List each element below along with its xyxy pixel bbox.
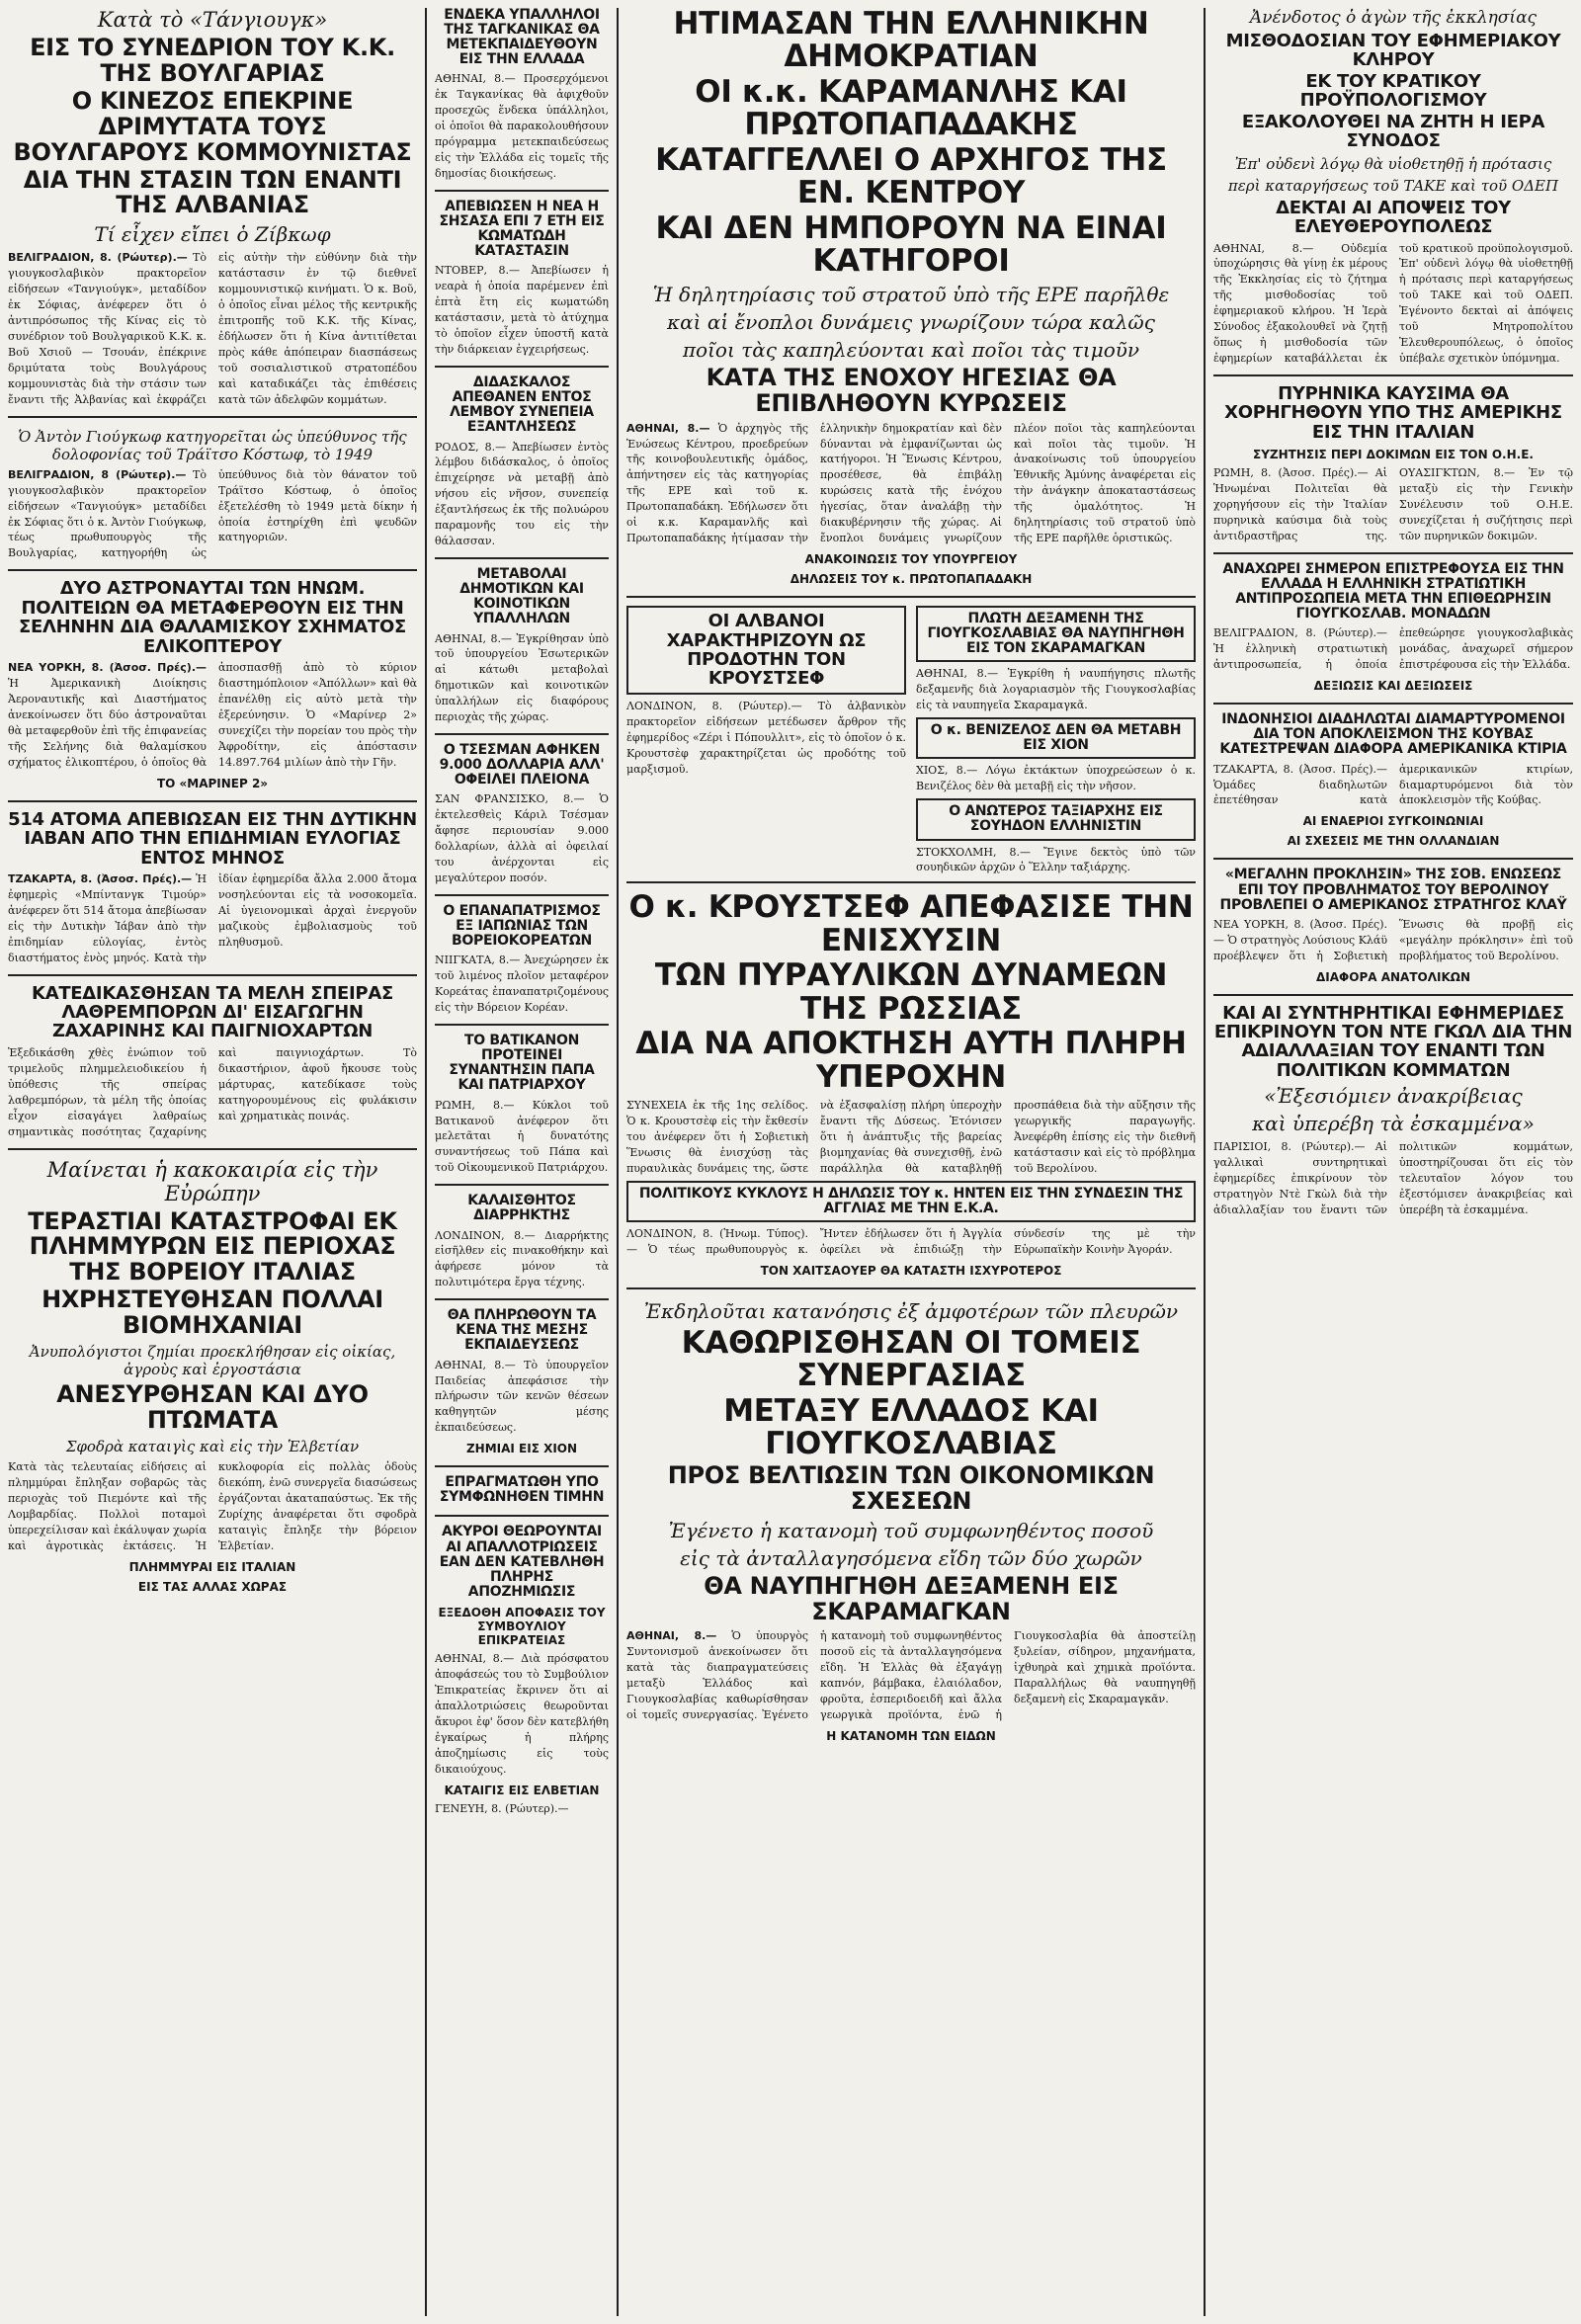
article-text: ΒΕΛΙΓΡΑΔΙΟΝ, 8. (Ρώυτερ).— Ἡ ἑλληνικὴ στρατιωτικὴ ἀντιπροσωπεία, ἡ ὁποία ἐπεθεώρησε γιουγκοσλαβικὰς μονάδας, ἀναχωρεῖ σήμερον ἐπιστρέφουσα εἰς τὴν Ἑλλάδα. (1213, 626, 1573, 672)
subheading: ΔΗΛΩΣΕΙΣ ΤΟΥ κ. ΠΡΩΤΟΠΑΠΑΔΑΚΗ (790, 572, 1033, 587)
dateline: ΝΕΑ ΥΟΡΚΗ, 8. (Ἀσοσ. Πρές).— (8, 661, 207, 675)
article-text: ΝΕΑ ΥΟΡΚΗ, 8. (Ἀσοσ. Πρές).— Ὁ στρατηγὸς Λούσιους Κλάϋ προέβλεψεν ὅτι ἡ Σοβιετικὴ Ἕνωσις θὰ προβῇ εἰς «μεγάλην πρόκλησιν» ἐπὶ τοῦ προβλήματος τοῦ Βερολίνου. (1213, 917, 1573, 962)
article-body (626, 1628, 1196, 1723)
headline: ΗΤΙΜΑΣΑΝ ΤΗΝ ΕΛΛΗΝΙΚΗΝ ΔΗΜΟΚΡΑΤΙΑΝ (673, 6, 1149, 75)
article-floods (8, 1150, 417, 1604)
headline: ΚΑΙ ΔΕΝ ΗΜΠΟΡΟΥΝ ΝΑ ΕΙΝΑΙ ΚΑΤΗΓΟΡΟΙ (655, 209, 1167, 280)
article-military-delegation (1213, 554, 1573, 705)
article-coma (435, 192, 609, 368)
article-text: Κατὰ τὰς τελευταίας εἰδήσεις αἱ πλημμύραι ἔπληξαν σοβαρῶς τὰς περιοχὰς τοῦ Πιεμόντε καὶ τῆς Λομβαρδίας. Πολλοὶ ποταμοὶ ὑπερεχείλισαν καὶ ἐκάλυψαν χωρία καὶ ἀγροτικὰς ἐκτάσεις. Ἡ κυκλοφορία εἰς πολλὰς ὁδοὺς διεκόπη, ἐνῶ συνεργεῖα διασώσεως ἐργάζονται ἀκαταπαύστως. Ἐκ τῆς Ζυρίχης ἀναφέρεται ὅτι σφοδρὰ καταιγὶς ἔπληξε τὴν βόρειον Ἑλβετίαν. (8, 1459, 417, 1552)
subheading: ΑΙ ΕΝΑΕΡΙΟΙ ΣΥΓΚΟΙΝΩΝΙΑΙ (1302, 814, 1484, 829)
subheading: ΣΥΖΗΤΗΣΙΣ ΠΕΡΙ ΔΟΚΙΜΩΝ ΕΙΣ ΤΟΝ Ο.Η.Ε. (1253, 448, 1534, 462)
article-body (626, 421, 1196, 547)
headline: ΚΑΤΑ ΤΗΣ ΕΝΟΧΟΥ ΗΓΕΣΙΑΣ ΘΑ ΕΠΙΒΛΗΘΟΥΝ ΚΥΡΩΣΕΙΣ (706, 363, 1117, 417)
subheading: ΑΝΑΚΟΙΝΩΣΙΣ ΤΟΥ ΥΠΟΥΡΓΕΙΟΥ (804, 552, 1018, 567)
subheading: ΤΟ «ΜΑΡΙΝΕΡ 2» (156, 776, 269, 790)
deck: Ὁ Ἀντὸν Γιούγκωφ κατηγορεῖται ὡς ὑπεύθυνος τῆς δολοφονίας τοῦ Τράϊτσο Κόστωφ, τὸ 1949 (18, 427, 407, 463)
article-text: ΡΩΜΗ, 8.— Κύκλοι τοῦ Βατικανοῦ ἀνέφερον ὅτι μελετᾶται ἡ δυνατότης συναντήσεως τοῦ Πάπα καὶ τοῦ Οἰκουμενικοῦ Πατριάρχου. (435, 1098, 609, 1175)
article-text: ΛΟΝΔΙΝΟΝ, 8. (Ρώυτερ).— Τὸ ἀλβανικὸν πρακτορεῖον εἰδήσεων μετέδωσεν ἄρθρον τῆς ἐφημερίδος «Ζέρι ἰ Πόπουλλιτ», εἰς τὸ ὁποῖον ὁ κ. Κρουστσὲφ χαρακτηρίζεται ὡς προδότης τοῦ μαρξισμοῦ. (626, 699, 906, 776)
article-smallpox (8, 802, 417, 976)
article-text: ΑΘΗΝΑΙ, 8.— Οὐδεμία ὑποχώρησις θὰ γίνῃ ἐκ μέρους τῆς Ἐκκλησίας εἰς τὸ ζήτημα τῆς μισθοδοσίας τοῦ ἐφημεριακοῦ κλήρου. Ἡ Ἱερὰ Σύνοδος ἐξακολουθεῖ νὰ ζητῇ ὅπως ἡ μισθοδοσία τῶν ἐφημερίων καταβάλλεται ἐκ τοῦ κρατικοῦ προϋπολογισμοῦ. Ἐπ' οὐδενὶ λόγῳ θὰ υἱοθετηθῇ ἡ πρότασις περὶ καταργήσεως τοῦ ΤΑΚΕ καὶ τοῦ ΟΔΕΠ. Ἐγένοντο δεκταὶ αἱ ἀπόψεις τοῦ Μητροπολίτου Ἐλευθερουπόλεως, ὁ ὁποῖος ὑπέβαλε σχετικὸν ὑπόμνημα. (1213, 241, 1573, 366)
article-burglar (435, 1186, 609, 1300)
article-text: Ὁ ἀρχηγὸς τῆς Ἑνώσεως Κέντρου, προεδρεύων τῆς κοινοβουλευτικῆς ὁμάδος, ἀπήντησεν εἰς τὰς κατηγορίας τῆς ΕΡΕ καὶ τοῦ κ. Πρωτοπαπαδάκη. Ἐδήλωσεν ὅτι οἱ κ.κ. Καραμανλῆς καὶ Πρωτοπαπαδάκης ἠτίμασαν τὴν ἑλληνικὴν δημοκρατίαν καὶ δὲν δύνανται νὰ ἐμφανίζωνται ὡς κατήγοροι. Ἡ Ἕνωσις Κέντρου, προσέθεσε, θὰ ἐπιβάλῃ κυρώσεις κατὰ τῆς ἐνόχου ἡγεσίας, ὅταν ἀναλάβῃ τὴν διακυβέρνησιν τῆς χώρας. Αἱ ἔνοπλοι δυνάμεις γνωρίζουν πλέον ποῖοι τὰς καπηλεύονται καὶ ποῖοι τὰς τιμοῦν. Ἡ ἀνακοίνωσις τοῦ ὑπουργείου Ἐθνικῆς Ἀμύνης ἀναφέρεται εἰς τὴν ἀνάγκην ἀποκαταστάσεως τῆς ὁμαλότητος. Ἡ δηλητηρίασις τοῦ στρατοῦ ὑπὸ τῆς ΕΡΕ παρῆλθε ὁριστικῶς. (626, 421, 1196, 545)
headline: Ο ΑΝΩΤΕΡΟΣ ΤΑΞΙΑΡΧΗΣ ΕΙΣ ΣΟΥΗΔΟΝ ΕΛΛΗΝΙΣΤΙΝ (916, 798, 1196, 840)
article-text: Ἡ ἐφημερὶς «Μπίντανγκ Τιμούρ» ἀνέφερεν ὅτι 514 ἄτομα ἀπεβίωσαν εἰς τὴν Δυτικὴν Ἰάβαν ἀπὸ τὴν ἐπιδημίαν εὐλογίας, ἐντὸς διαστήματος ἑνὸς μηνός. Κατὰ τὴν ἰδίαν ἐφημερίδα ἄλλα 2.000 ἄτομα νοσηλεύονται εἰς τὰ νοσοκομεῖα. Αἱ ὑγειονομικαὶ ἀρχαὶ ἐνεργοῦν μαζικοὺς ἐμβολιασμοὺς τοῦ πληθυσμοῦ. (8, 872, 417, 964)
article-indonesia (1213, 705, 1573, 860)
article-body (8, 872, 417, 966)
article-nuclear-fuel (1213, 376, 1573, 554)
subheading: ΕΞΕΔΟΘΗ ΑΠΟΦΑΣΙΣ ΤΟΥ ΣΥΜΒΟΥΛΙΟΥ ΕΠΙΚΡΑΤΕΙΑΣ (438, 1606, 606, 1648)
headline: Ο ΚΙΝΕΖΟΣ ΕΠΕΚΡΙΝΕ ΔΡΙΜΥΤΑΤΑ ΤΟΥΣ ΒΟΥΛΓΑΡΟΥΣ ΚΟΜΜΟΥΝΙΣΤΑΣ (13, 86, 412, 166)
deck: Τί εἶχεν εἴπει ὁ Ζίβκωφ (94, 222, 331, 247)
article-text: ΑΘΗΝΑΙ, 8.— Ἐγκρίθησαν ὑπὸ τοῦ ὑπουργείου Ἐσωτερικῶν αἱ κάτωθι μεταβολαὶ δημοτικῶν καὶ κοινοτικῶν ὑπαλλήλων εἰς διαφόρους περιοχὰς τῆς χώρας. (435, 631, 609, 724)
article-text: ΑΘΗΝΑΙ, 8.— Ἐγκρίθη ἡ ναυπήγησις πλωτῆς δεξαμενῆς διὰ λογαριασμὸν τῆς Γιουγκοσλαβίας εἰς τὰ ναυπηγεῖα Σκαραμαγκᾶ. (916, 667, 1196, 712)
deck: εἰς τὰ ἀνταλλαγησόμενα εἴδη τῶν δύο χωρῶν (680, 1545, 1142, 1570)
article-text: ΝΤΟΒΕΡ, 8.— Ἀπεβίωσεν ἡ νεαρὰ ἡ ὁποία παρέμενεν ἐπὶ ἑπτὰ ἔτη εἰς κωματώδη κατάστασιν, μετὰ τὸ ἀτύχημα τὸ ὁποῖον εἶχεν ὑποστῆ κατὰ τὴν διάρκειαν ἐγχειρήσεως. (435, 264, 609, 357)
article-text: ΛΟΝΔΙΝΟΝ, 8.— Διαρρήκτης εἰσῆλθεν εἰς πινακοθήκην καὶ ἀφήρεσε μόνον τὰ πολυτιμότερα ἔργα τέχνης. (435, 1228, 609, 1289)
subheading: ΠΛΗΜΜΥΡΑΙ ΕΙΣ ΙΤΑΛΙΑΝ (128, 1559, 296, 1574)
column-1 (0, 0, 425, 2324)
article-agreed-price (435, 1467, 609, 1517)
subheading: ΔΙΑΦΟΡΑ ΑΝΑΤΟΛΙΚΩΝ (1316, 969, 1470, 984)
headline: ΗΧΡΗΣΤΕΥΘΗΣΑΝ ΠΟΛΛΑΙ ΒΙΟΜΗΧΑΝΙΑΙ (42, 1286, 383, 1340)
subheading: ΤΟΝ ΧΑΙΤΣΑΟΥΕΡ ΘΑ ΚΑΤΑΣΤΗ ΙΣΧΥΡΟΤΕΡΟΣ (760, 1263, 1062, 1278)
deck: καὶ αἱ ἔνοπλοι δυνάμεις γνωρίζουν τώρα καλῶς (667, 309, 1155, 334)
headline: ΔΙΔΑΣΚΑΛΟΣ ΑΠΕΘΑΝΕΝ ΕΝΤΟΣ ΛΕΜΒΟΥ ΣΥΝΕΠΕΙΑ ΕΞΑΝΤΛΗΣΕΩΣ (450, 374, 594, 436)
article-tanganyika (435, 0, 609, 192)
headline: ΚΑΛΑΙΣΘΗΤΟΣ ΔΙΑΡΡΗΚΤΗΣ (467, 1193, 576, 1224)
column-2 (427, 0, 617, 2324)
subheading: ΖΗΜΙΑΙ ΕΙΣ ΧΙΟΝ (465, 1442, 578, 1456)
article-text: ΧΙΟΣ, 8.— Λόγω ἐκτάκτων ὑποχρεώσεων ὁ κ. Βενιζέλος δὲν θὰ μεταβῇ εἰς τὴν νῆσον. (916, 764, 1196, 793)
kicker: Κατὰ τὸ «Τάνγιουγκ» (97, 8, 328, 32)
deck: Ἐγένετο ἡ κατανομὴ τοῦ συμφωνηθέντος ποσοῦ (668, 1518, 1154, 1542)
headline: Ο κ. ΒΕΝΙΖΕΛΟΣ ΔΕΝ ΘΑ ΜΕΤΑΒΗ ΕΙΣ ΧΙΟΝ (916, 717, 1196, 759)
article-berlin (1213, 860, 1573, 995)
headline: ΤΕΡΑΣΤΙΑΙ ΚΑΤΑΣΤΡΟΦΑΙ ΕΚ ΠΛΗΜΜΥΡΩΝ ΕΙΣ ΠΕΡΙΟΧΑΣ ΤΗΣ ΒΟΡΕΙΟΥ ΙΤΑΛΙΑΣ (28, 1206, 397, 1286)
secondary-stories (626, 598, 1196, 883)
article-chessman (435, 735, 609, 896)
subheading: ΚΑΤΑΙΓΙΣ ΕΙΣ ΕΛΒΕΤΙΑΝ (444, 1783, 600, 1797)
article-body (8, 250, 417, 407)
subheading: ΕΙΣ ΤΑΣ ΑΛΛΑΣ ΧΩΡΑΣ (137, 1579, 288, 1594)
headline: ΑΝΑΧΩΡΕΙ ΣΗΜΕΡΟΝ ΕΠΙΣΤΡΕΦΟΥΣΑ ΕΙΣ ΤΗΝ ΕΛΛΑΔΑ Η ΕΛΛΗΝΙΚΗ ΣΤΡΑΤΙΩΤΙΚΗ ΑΝΤΙΠΡΟΣΩΠΕΙΑ ΜΕΤΑ ΤΗΝ ΕΠΙΘΕΩΡΗΣΙΝ ΓΙΟΥΓΚΟΣΛΑΒ. ΜΟΝΑΔΩΝ (1222, 561, 1564, 622)
deck: Ἐκδηλοῦται κατανόησις ἐξ ἀμφοτέρων τῶν πλευρῶν (643, 1298, 1179, 1323)
headline: 514 ΑΤΟΜΑ ΑΠΕΒΙΩΣΑΝ ΕΙΣ ΤΗΝ ΔΥΤΙΚΗΝ ΙΑΒΑΝ ΑΠΟ ΤΗΝ ΕΠΙΔΗΜΙΑΝ ΕΥΛΟΓΙΑΣ ΕΝΤΟΣ ΜΗΝΟΣ (8, 808, 417, 869)
headline: ΠΛΩΤΗ ΔΕΞΑΜΕΝΗ ΤΗΣ ΓΙΟΥΓΚΟΣΛΑΒΙΑΣ ΘΑ ΝΑΥΠΗΓΗΘΗ ΕΙΣ ΤΟΝ ΣΚΑΡΑΜΑΓΚΑΝ (916, 606, 1196, 662)
headline: ΔΙΑ ΤΗΝ ΣΤΑΣΙΝ ΤΩΝ ΕΝΑΝΤΙ ΤΗΣ ΑΛΒΑΝΙΑΣ (23, 165, 402, 219)
headline: ΟΙ ΑΛΒΑΝΟΙ ΧΑΡΑΚΤΗΡΙΖΟΥΝ ΩΣ ΠΡΟΔΟΤΗΝ ΤΟΝ ΚΡΟΥΣΤΣΕΦ (626, 606, 906, 695)
article-de-gaulle (1213, 996, 1573, 1226)
deck: καὶ ὑπερέβη τὰ ἐσκαμμένα» (1252, 1112, 1535, 1136)
headline: Ο ΤΣΕΣΜΑΝ ΑΦΗΚΕΝ 9.000 ΔΟΛΛΑΡΙΑ ΑΛΛ' ΟΦΕΙΛΕΙ ΠΛΕΙΟΝΑ (439, 742, 605, 788)
headline: ΟΙ κ.κ. ΚΑΡΑΜΑΝΛΗΣ ΚΑΙ ΠΡΩΤΟΠΑΠΑΔΑΚΗΣ (695, 73, 1127, 143)
article-dock (916, 602, 1196, 875)
article-text: ΣΥΝΕΧΕΙΑ ἐκ τῆς 1ης σελίδος. Ὁ κ. Κρουστσὲφ εἰς τὴν ἔκθεσίν του ἀνέφερεν ὅτι ἡ Σοβιετικὴ Ἕνωσις θὰ ἐνισχύσῃ τὰς πυραυλικὰς δυνάμεις της, ὥστε νὰ ἐξασφαλίσῃ πλήρη ὑπεροχὴν ἔναντι τῆς Δύσεως. Ἐτόνισεν ὅτι ἡ ἀνάπτυξις τῆς βαρείας βιομηχανίας θὰ συνεχισθῇ, ἐνῶ παράλληλα θὰ καταβληθῇ προσπάθεια διὰ τὴν αὔξησιν τῆς γεωργικῆς παραγωγῆς. Ἀνεφέρθη ἐπίσης εἰς τὴν διεθνῆ κατάστασιν καὶ εἰς τὸ πρόβλημα τοῦ Βερολίνου. (626, 1099, 1196, 1175)
article-body (8, 467, 417, 562)
headline: ΚΑΘΩΡΙΣΘΗΣΑΝ ΟΙ ΤΟΜΕΙΣ ΣΥΝΕΡΓΑΣΙΑΣ (681, 1324, 1141, 1394)
headline: Ο κ. ΚΡΟΥΣΤΣΕΦ ΑΠΕΦΑΣΙΣΕ ΤΗΝ ΕΝΙΣΧΥΣΙΝ (628, 889, 1194, 958)
kicker: Ἀνένδοτος ὁ ἀγὼν τῆς ἐκκλησίας (1249, 8, 1538, 28)
headline: ΚΑΤΕΔΙΚΑΣΘΗΣΑΝ ΤΑ ΜΕΛΗ ΣΠΕΙΡΑΣ ΛΑΘΡΕΜΠΟΡΩΝ ΔΙ' ΕΙΣΑΓΩΓΗΝ ΖΑΧΑΡΙΝΗΣ ΚΑΙ ΠΑΙΓΝΙΟΧΑΡΤΩΝ (32, 982, 393, 1042)
headline: ΕΞΑΚΟΛΟΥΘΕΙ ΝΑ ΖΗΤΗ Η ΙΕΡΑ ΣΥΝΟΔΟΣ (1241, 111, 1545, 152)
headline: ΕΙΣ ΤΟ ΣΥΝΕΔΡΙΟΝ ΤΟΥ Κ.Κ. ΤΗΣ ΒΟΥΛΓΑΡΙΑΣ (30, 34, 395, 87)
subheading: ΔΕΞΙΩΣΙΣ ΚΑΙ ΔΕΞΙΩΣΕΙΣ (1313, 679, 1473, 694)
headline: ΑΝΕΣΥΡΘΗΣΑΝ ΚΑΙ ΔΥΟ ΠΤΩΜΑΤΑ (56, 1380, 369, 1434)
headline: ΚΑΤΑΓΓΕΛΛΕΙ Ο ΑΡΧΗΓΟΣ ΤΗΣ ΕΝ. ΚΕΝΤΡΟΥ (655, 141, 1167, 211)
headline: ΤΟ ΒΑΤΙΚΑΝΟΝ ΠΡΟΤΕΙΝΕΙ ΣΥΝΑΝΤΗΣΙΝ ΠΑΠΑ ΚΑΙ ΠΑΤΡΙΑΡΧΟΥ (449, 1033, 595, 1094)
dateline: ΤΖΑΚΑΡΤΑ, 8. (Ἀσοσ. Πρές).— (8, 872, 193, 885)
subheading: ΑΙ ΣΧΕΣΕΙΣ ΜΕ ΤΗΝ ΟΛΛΑΝΔΙΑΝ (1287, 834, 1500, 849)
article-text: ΛΟΝΔΙΝΟΝ, 8. (Ἡνωμ. Τύπος).— Ὁ τέως πρωθυπουργὸς κ. Ἤντεν ἐδήλωσεν ὅτι ἡ Ἀγγλία ὀφείλει νὰ ἐπιδιώξῃ τὴν σύνδεσίν της μὲ τὴν Εὐρωπαϊκὴν Κοινὴν Ἀγοράν. (626, 1227, 1196, 1257)
article-text: ΡΩΜΗ, 8. (Ἀσοσ. Πρές).— Αἱ Ἡνωμέναι Πολιτεῖαι θὰ χορηγήσουν εἰς τὴν Ἰταλίαν πυρηνικὰ καύσιμα διὰ τοὺς ἀντιδραστῆρας της. ΟΥΑΣΙΓΚΤΩΝ, 8.— Ἐν τῷ μεταξὺ εἰς τὴν Γενικὴν Συνέλευσιν τοῦ Ο.Η.Ε. συνεχίζεται ἡ συζήτησις περὶ τῶν πυρηνικῶν δοκιμῶν. (1213, 466, 1573, 543)
article-text: ΝΙΙΓΚΑΤΑ, 8.— Ἀνεχώρησεν ἐκ τοῦ λιμένος πλοῖον μεταφέρον Κορεάτας ἐπαναπατριζομένους εἰς τὴν Βόρειον Κορέαν. (435, 954, 609, 1015)
article-body (8, 660, 417, 771)
deck: Ἀνυπολόγιστοι ζημίαι προεκλήθησαν εἰς οἰκίας, ἀγροὺς καὶ ἐργοστάσια (29, 1343, 396, 1379)
headline: ΔΥΟ ΑΣΤΡΟΝΑΥΤΑΙ ΤΩΝ ΗΝΩΜ. ΠΟΛΙΤΕΙΩΝ ΘΑ ΜΕΤΑΦΕΡΘΟΥΝ ΕΙΣ ΤΗΝ ΣΕΛΗΝΗΝ ΔΙΑ ΘΑΛΑΜΙΣΚΟΥ ΣΧΗΜΑΤΟΣ ΕΛΙΚΟΠΤΕΡΟΥ (18, 578, 407, 657)
headline: ΘΑ ΝΑΥΠΗΓΗΘΗ ΔΕΞΑΜΕΝΗ ΕΙΣ ΣΚΑΡΑΜΑΓΚΑΝ (704, 1571, 1119, 1625)
headline: ΜΕΤΑΒΟΛΑΙ ΔΗΜΟΤΙΚΩΝ ΚΑΙ ΚΟΙΝΟΤΙΚΩΝ ΥΠΑΛΛΗΛΩΝ (459, 566, 584, 627)
article-text: Ἡ Ἀμερικανικὴ Διοίκησις Ἀεροναυτικῆς καὶ Διαστήματος ἀνεκοίνωσεν ὅτι δύο ἀστροναῦται θὰ μεταφερθοῦν ἐπὶ τῆς ἐπιφανείας τῆς Σελήνης διὰ θαλαμίσκου σχήματος ἐλικοπτέρου, ὁ ὁποῖος θὰ ἀποσπασθῇ ἀπὸ τὸ κύριον διαστημόπλοιον «Ἀπόλλων» καὶ θὰ ἐπανέλθῃ εἰς αὐτὸ μετὰ τὴν ἐξερεύνησιν. Ὁ «Μαρίνερ 2» συνεχίζει τὴν πορείαν του πρὸς τὴν Ἀφροδίτην, εἰς ἀπόστασιν 14.897.764 μιλίων ἀπὸ τὴν Γῆν. (8, 661, 417, 769)
headline: ΔΕΚΤΑΙ ΑΙ ΑΠΟΨΕΙΣ ΤΟΥ ΕΛΕΥΘΕΡΟΥΠΟΛΕΩΣ (1276, 197, 1511, 238)
article-smugglers (8, 976, 417, 1150)
article-municipal (435, 559, 609, 735)
article-albanians (626, 602, 906, 875)
deck: Ἡ δηλητηρίασις τοῦ στρατοῦ ὑπὸ τῆς ΕΡΕ παρῆλθε (652, 282, 1170, 306)
dateline: ΒΕΛΙΓΡΑΔΙΟΝ, 8. (Ρώυτερ).— (8, 251, 188, 265)
headline: ΠΟΛΙΤΙΚΟΥΣ ΚΥΚΛΟΥΣ Η ΔΗΛΩΣΙΣ ΤΟΥ κ. ΗΝΤΕΝ ΕΙΣ ΤΗΝ ΣΥΝΔΕΣΙΝ ΤΗΣ ΑΓΓΛΙΑΣ ΜΕ ΤΗΝ Ε.Κ.Α. (626, 1181, 1196, 1222)
deck: περὶ καταργήσεως τοῦ ΤΑΚΕ καὶ τοῦ ΟΔΕΠ (1227, 176, 1559, 195)
article-text: ΡΟΔΟΣ, 8.— Ἀπεβίωσεν ἐντὸς λέμβου διδάσκαλος, ὁ ὁποῖος ἐπιχείρησε νὰ μεταβῇ ἀπὸ νήσου εἰς νῆσον, συνεπείᾳ ἐξαντλήσεως ἐκ τῆς πολυώρου παραμονῆς του εἰς τὴν θάλασσαν. (435, 440, 609, 548)
article-kostov (8, 418, 417, 572)
article-cooperation (626, 1289, 1196, 1753)
article-text: ΤΖΑΚΑΡΤΑ, 8. (Ἀσοσ. Πρές).— Ὁμάδες διαδηλωτῶν ἐπετέθησαν κατὰ ἀμερικανικῶν κτιρίων, διαμαρτυρόμενοι διὰ τὸν ἀποκλεισμὸν τῆς Κούβας. (1213, 762, 1573, 807)
headline: Ο ΕΠΑΝΑΠΑΤΡΙΣΜΟΣ ΕΞ ΙΑΠΩΝΙΑΣ ΤΩΝ ΒΟΡΕΙΟΚΟΡΕΑΤΩΝ (443, 903, 601, 950)
article-clergy (1213, 0, 1573, 376)
headline: ΑΚΥΡΟΙ ΘΕΩΡΟΥΝΤΑΙ ΑΙ ΑΠΑΛΛΟΤΡΙΩΣΕΙΣ ΕΑΝ ΔΕΝ ΚΑΤΕΒΛΗΘΗ ΠΛΗΡΗΣ ΑΠΟΖΗΜΙΩΣΙΣ (439, 1524, 605, 1600)
article-text: Τὸ γιουγκοσλαβικὸν πρακτορεῖον εἰδήσεων «Τανγιούγκ» μεταδίδει ἐκ Σόφιας ὅτι ὁ κ. Ἀντὸν Γιούγκωφ, τέως πρωθυπουργὸς τῆς Βουλγαρίας, κατηγορήθη ὡς ὑπεύθυνος διὰ τὸν θάνατον τοῦ Τράϊτσο Κόστωφ, ὁ ὁποῖος ἐξετελέσθη τὸ 1949 μετὰ δίκην ἡ ὁποία ἐστηρίχθη ἐπὶ ψευδῶν κατηγοριῶν. (8, 467, 417, 560)
article-teacher (435, 368, 609, 559)
headline: «ΜΕΓΑΛΗΝ ΠΡΟΚΛΗΣΙΝ» ΤΗΣ ΣΟΒ. ΕΝΩΣΕΩΣ ΕΠΙ ΤΟΥ ΠΡΟΒΛΗΜΑΤΟΣ ΤΟΥ ΒΕΡΟΛΙΝΟΥ ΠΡΟΒΛΕΠΕΙ Ο ΑΜΕΡΙΚΑΝΟΣ ΣΤΡΑΤΗΓΟΣ ΚΛΑΫ (1219, 867, 1567, 913)
headline: ΑΠΕΒΙΩΣΕΝ Η ΝΕΑ Η ΣΗΣΑΣΑ ΕΠΙ 7 ΕΤΗ ΕΙΣ ΚΩΜΑΤΩΔΗ ΚΑΤΑΣΤΑΣΙΝ (439, 199, 605, 260)
dateline: ΑΘΗΝΑΙ, 8.— (626, 421, 710, 435)
article-text: Τὸ γιουγκοσλαβικὸν πρακτορεῖον εἰδήσεων «Τανγιούγκ», μεταδίδον ἐκ Σόφιας, ἀνέφερεν ὅτι ὁ ἀντιπρόσωπος τῆς Κίνας εἰς τὸ συνέδριον τοῦ Βουλγαρικοῦ Κ.Κ. κ. Βοῦ Χσιοῦ — Τσουάν, ἐπέκρινε δριμύτατα τοὺς Βουλγάρους κομμουνιστὰς διὰ τὴν στάσιν των ἔναντι τῆς Ἀλβανίας καὶ ἐκφράζει εἰς αὐτὴν τὴν εὐθύνην διὰ τὴν κατάστασιν ἐν τῷ διεθνεῖ κομμουνιστικῷ κινήματι. Ὁ κ. Βοῦ, ὁ ὁποῖος εἶναι μέλος τῆς κεντρικῆς ἐπιτροπῆς τοῦ Κ.Κ. τῆς Κίνας, ἐδήλωσεν ὅτι ἡ Κίνα ἀντιτίθεται πρὸς κάθε ἀπόπειραν διασπάσεως τοῦ σοσιαλιστικοῦ στρατοπέδου καὶ καταδικάζει τὰς ἐπιθέσεις κατὰ τῶν ἀδελφῶν κομμάτων. (8, 251, 417, 406)
article-astronauts (8, 571, 417, 801)
article-text: ΑΘΗΝΑΙ, 8.— Διὰ πρόσφατου ἀποφάσεώς του τὸ Συμβούλιον Ἐπικρατείας ἔκρινεν ὅτι αἱ ἀπαλλοτριώσεις θεωροῦνται ἄκυροι ἐφ' ὅσον δὲν κατεβλήθη ἐγκαίρως ἡ πλήρης ἀποζημίωσις εἰς τοὺς δικαιούχους. (435, 1652, 609, 1776)
article-text: ΣΤΟΚΧΟΛΜΗ, 8.— Ἔγινε δεκτὸς ὑπὸ τῶν σουηδικῶν ἀρχῶν ὁ Ἕλλην ταξιάρχης. (916, 845, 1196, 874)
headline: ΕΝΔΕΚΑ ΥΠΑΛΛΗΛΟΙ ΤΗΣ ΤΑΓΚΑΝΙΚΑΣ ΘΑ ΜΕΤΕΚΠΑΙΔΕΥΘΟΥΝ ΕΙΣ ΤΗΝ ΕΛΛΑΔΑ (444, 7, 600, 68)
kicker: Μαίνεται ἡ κακοκαιρία εἰς τὴν Εὐρώπην (46, 1157, 378, 1205)
headline: ΕΚ ΤΟΥ ΚΡΑΤΙΚΟΥ ΠΡΟΫΠΟΛΟΓΙΣΜΟΥ (1299, 70, 1487, 112)
article-education (435, 1300, 609, 1467)
dateline: ΑΘΗΝΑΙ, 8.— (626, 1629, 717, 1643)
headline: ΜΙΣΘΟΔΟΣΙΑΝ ΤΟΥ ΕΦΗΜΕΡΙΑΚΟΥ ΚΛΗΡΟΥ (1225, 31, 1561, 71)
article-text: Ἐξεδικάσθη χθὲς ἐνώπιον τοῦ τριμελοῦς πλημμελειοδικείου ἡ ὑπόθεσις τῆς σπείρας λαθρεμπόρων, τὰ μέλη τῆς ὁποίας εἶχον εἰσαγάγει λαθραίως σημαντικὰς ποσότητας ζαχαρίνης καὶ παιγνιοχάρτων. Τὸ δικαστήριον, ἀφοῦ ἤκουσε τοὺς μάρτυρας, κατεδίκασε τοὺς κατηγορουμένους εἰς φυλάκισιν καὶ χρηματικὰς ποινάς. (8, 1045, 417, 1138)
article-lead-democracy (626, 0, 1196, 598)
deck: Σφοδρὰ καταιγὶς καὶ εἰς τὴν Ἑλβετίαν (65, 1437, 360, 1455)
headline: ΤΩΝ ΠΥΡΑΥΛΙΚΩΝ ΔΥΝΑΜΕΩΝ ΤΗΣ ΡΩΣΣΙΑΣ (654, 957, 1168, 1027)
article-repatriation (435, 896, 609, 1026)
headline: ΔΙΑ ΝΑ ΑΠΟΚΤΗΣΗ ΑΥΤΗ ΠΛΗΡΗ ΥΠΕΡΟΧΗΝ (635, 1026, 1187, 1095)
dateline: ΓΕΝΕΥΗ, 8. (Ρώυτερ).— (435, 1801, 569, 1815)
article-khrushchev (626, 883, 1196, 1289)
deck: Ἐπ' οὐδενὶ λόγῳ θὰ υἱοθετηθῇ ἡ πρότασις (1234, 154, 1552, 173)
headline: ΜΕΤΑΞΥ ΕΛΛΑΔΟΣ ΚΑΙ ΓΙΟΥΓΚΟΣΛΑΒΙΑΣ (723, 1392, 1099, 1462)
subheading: Η ΚΑΤΑΝΟΜΗ ΤΩΝ ΕΙΔΩΝ (826, 1729, 996, 1744)
article-text: ΑΘΗΝΑΙ, 8.— Προσερχόμενοι ἐκ Ταγκανίκας θὰ ἀφιχθοῦν προσεχῶς ἕνδεκα ὑπάλληλοι, οἱ ὁποῖοι θὰ παρακολουθήσουν πρόγραμμα μετεκπαιδεύσεως εἰς τὴν Ἑλλάδα εἰς τομεῖς τῆς δημοσίας διοικήσεως. (435, 72, 609, 181)
column-3 (619, 0, 1204, 2324)
deck: ποῖοι τὰς καπηλεύονται καὶ ποῖοι τὰς τιμοῦν (682, 337, 1140, 362)
article-vatican (435, 1026, 609, 1186)
deck: «Ἐξεσιόμιεν ἀνακρίβειας (1264, 1084, 1523, 1109)
headline: ΚΑΙ ΑΙ ΣΥΝΤΗΡΗΤΙΚΑΙ ΕΦΗΜΕΡΙΔΕΣ ΕΠΙΚΡΙΝΟΥΝ ΤΟΝ ΝΤΕ ΓΚΩΛ ΔΙΑ ΤΗΝ ΑΔΙΑΛΛΑΞΙΑΝ ΤΟΥ ΕΝΑΝΤΙ ΤΩΝ ΠΟΛΙΤΙΚΩΝ ΚΟΜΜΑΤΩΝ (1213, 1002, 1573, 1081)
article-expropriation (435, 1517, 609, 1824)
dateline: ΒΕΛΙΓΡΑΔΙΟΝ, 8 (Ρώυτερ).— (8, 467, 187, 481)
headline: ΕΠΡΑΓΜΑΤΩΘΗ ΥΠΟ ΣΥΜΦΩΝΗΘΕΝ ΤΙΜΗΝ (439, 1474, 605, 1506)
headline: ΠΥΡΗΝΙΚΑ ΚΑΥΣΙΜΑ ΘΑ ΧΟΡΗΓΗΘΟΥΝ ΥΠΟ ΤΗΣ ΑΜΕΡΙΚΗΣ ΕΙΣ ΤΗΝ ΙΤΑΛΙΑΝ (1224, 383, 1562, 443)
article-text: Ὁ ὑπουργὸς Συντονισμοῦ ἀνεκοίνωσεν ὅτι κατὰ τὰς διαπραγματεύσεις μεταξὺ Ἑλλάδος καὶ Γιουγκοσλαβίας καθωρίσθησαν οἱ τομεῖς συνεργασίας. Ἐγένετο ἡ κατανομὴ τοῦ συμφωνηθέντος ποσοῦ εἰς τὰ ἀνταλλαγησόμενα εἴδη. Ἡ Ἑλλὰς θὰ ἐξαγάγῃ καπνόν, βάμβακα, ἐλαιόλαδον, φροῦτα, ἐσπεριδοειδῆ καὶ ἄλλα γεωργικὰ προϊόντα, ἐνῶ ἡ Γιουγκοσλαβία θὰ ἀποστείλῃ ξυλείαν, σίδηρον, μηχανήματα, ἰχθυηρὰ καὶ χημικὰ προϊόντα. Παραλλήλως θὰ ναυπηγηθῇ δεξαμενὴ εἰς Σκαραμαγκᾶν. (626, 1629, 1196, 1722)
article-text: ΑΘΗΝΑΙ, 8.— Τὸ ὑπουργεῖον Παιδείας ἀπεφάσισε τὴν πλήρωσιν τῶν κενῶν θέσεων καθηγητῶν μέσης ἐκπαιδεύσεως. (435, 1358, 609, 1435)
article-text: ΠΑΡΙΣΙΟΙ, 8. (Ρώυτερ).— Αἱ γαλλικαὶ συντηρητικαὶ ἐφημερίδες ἐπικρίνουν τὸν στρατηγὸν Ντὲ Γκὼλ διὰ τὴν ἀδιαλλαξίαν του ἔναντι τῶν πολιτικῶν κομμάτων, ὑποστηρίζουσαι ὅτι εἰς τὸν τελευταῖον λόγον του ἐξεστόμισεν ἀνακριβείας καὶ ὑπερέβη τὰ ἐσκαμμένα. (1213, 1140, 1573, 1217)
column-4 (1206, 0, 1581, 2324)
headline: ΙΝΔΟΝΗΣΙΟΙ ΔΙΑΔΗΛΩΤΑΙ ΔΙΑΜΑΡΤΥΡΟΜΕΝΟΙ ΔΙΑ ΤΟΝ ΑΠΟΚΛΕΙΣΜΟΝ ΤΗΣ ΚΟΥΒΑΣ ΚΑΤΕΣΤΡΕΨΑΝ ΔΙΑΦΟΡΑ ΑΜΕΡΙΚΑΝΙΚΑ ΚΤΙΡΙΑ (1219, 711, 1567, 758)
article-bulgaria-congress (8, 0, 417, 418)
article-text: ΣΑΝ ΦΡΑΝΣΙΣΚΟ, 8.— Ὁ ἐκτελεσθεὶς Κάριλ Τσέσμαν ἄφησε περιουσίαν 9.000 δολλαρίων, ἀλλὰ αἱ ὀφειλαί του ἀνέρχονται εἰς μεγαλύτερον ποσόν. (435, 792, 609, 885)
headline: ΘΑ ΠΛΗΡΩΘΟΥΝ ΤΑ ΚΕΝΑ ΤΗΣ ΜΕΣΗΣ ΕΚΠΑΙΔΕΥΣΕΩΣ (447, 1307, 597, 1354)
headline: ΠΡΟΣ ΒΕΛΤΙΩΣΙΝ ΤΩΝ ΟΙΚΟΝΟΜΙΚΩΝ ΣΧΕΣΕΩΝ (667, 1460, 1155, 1515)
